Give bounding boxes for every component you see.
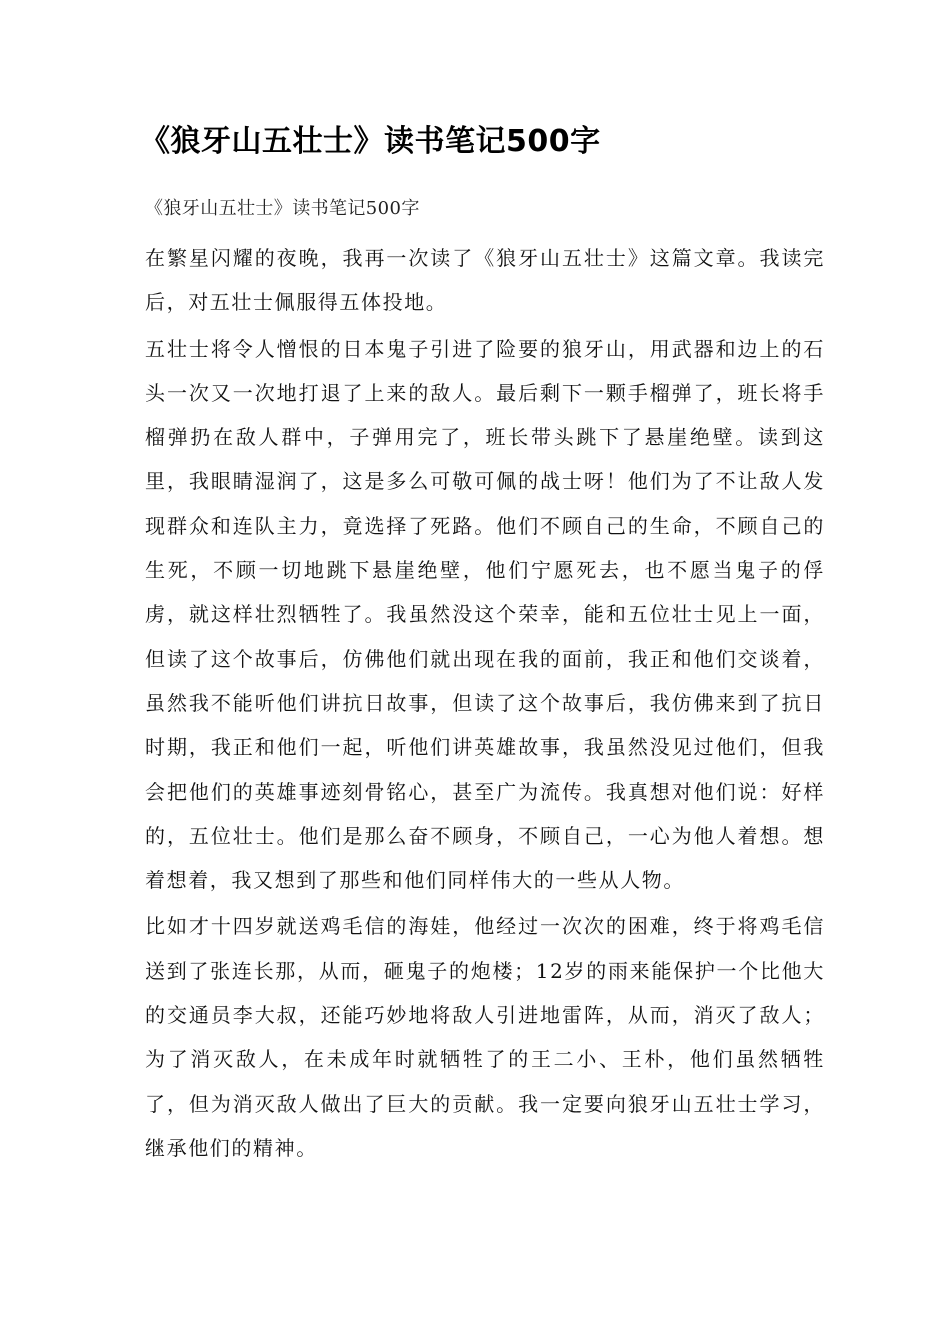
paragraph-1: 在繁星闪耀的夜晚，我再一次读了《狼牙山五壮士》这篇文章。我读完后，对五壮士佩服得五体投地。 [145, 246, 825, 315]
paragraph-3: 比如才十四岁就送鸡毛信的海娃，他经过一次次的困难，终于将鸡毛信送到了张连长那，从而，砸鬼子的炮楼；12岁的雨来能保护一个比他大的交通员李大叔，还能巧妙地将敌人引进地雷阵，从而，消灭了敌人；为了消灭敌人，在未成年时就牺牲了的王二小、王朴，他们虽然牺牲了，但为消灭敌人做出了巨大的贡献。我一定要向狼牙山五壮士学习，继承他们的精神。 [145, 914, 825, 1160]
document-title: 《狼牙山五壮士》读书笔记500字 [140, 124, 601, 159]
document-body [145, 192, 825, 1172]
document-subtitle: 《狼牙山五壮士》读书笔记500字 [145, 198, 420, 219]
paragraph-2: 五壮士将令人憎恨的日本鬼子引进了险要的狼牙山，用武器和边上的石头一次又一次地打退了上来的敌人。最后剩下一颗手榴弹了，班长将手榴弹扔在敌人群中，子弹用完了，班长带头跳下了悬崖绝壁。读到这里，我眼睛湿润了，这是多么可敬可佩的战士呀！他们为了不让敌人发现群众和连队主力，竟选择了死路。他们不顾自己的生命，不顾自己的生死，不顾一切地跳下悬崖绝壁，他们宁愿死去，也不愿当鬼子的俘虏，就这样壮烈牺牲了。我虽然没这个荣幸，能和五位壮士见上一面，但读了这个故事后，仿佛他们就出现在我的面前，我正和他们交谈着，虽然我不能听他们讲抗日故事，但读了这个故事后，我仿佛来到了抗日时期，我正和他们一起，听他们讲英雄故事，我虽然没见过他们，但我会把他们的英雄事迹刻骨铭心，甚至广为流传。我真想对他们说：好样的，五位壮士。他们是那么奋不顾身，不顾自己，一心为他人着想。想着想着，我又想到了那些和他们同样伟大的一些从人物。 [145, 336, 825, 893]
